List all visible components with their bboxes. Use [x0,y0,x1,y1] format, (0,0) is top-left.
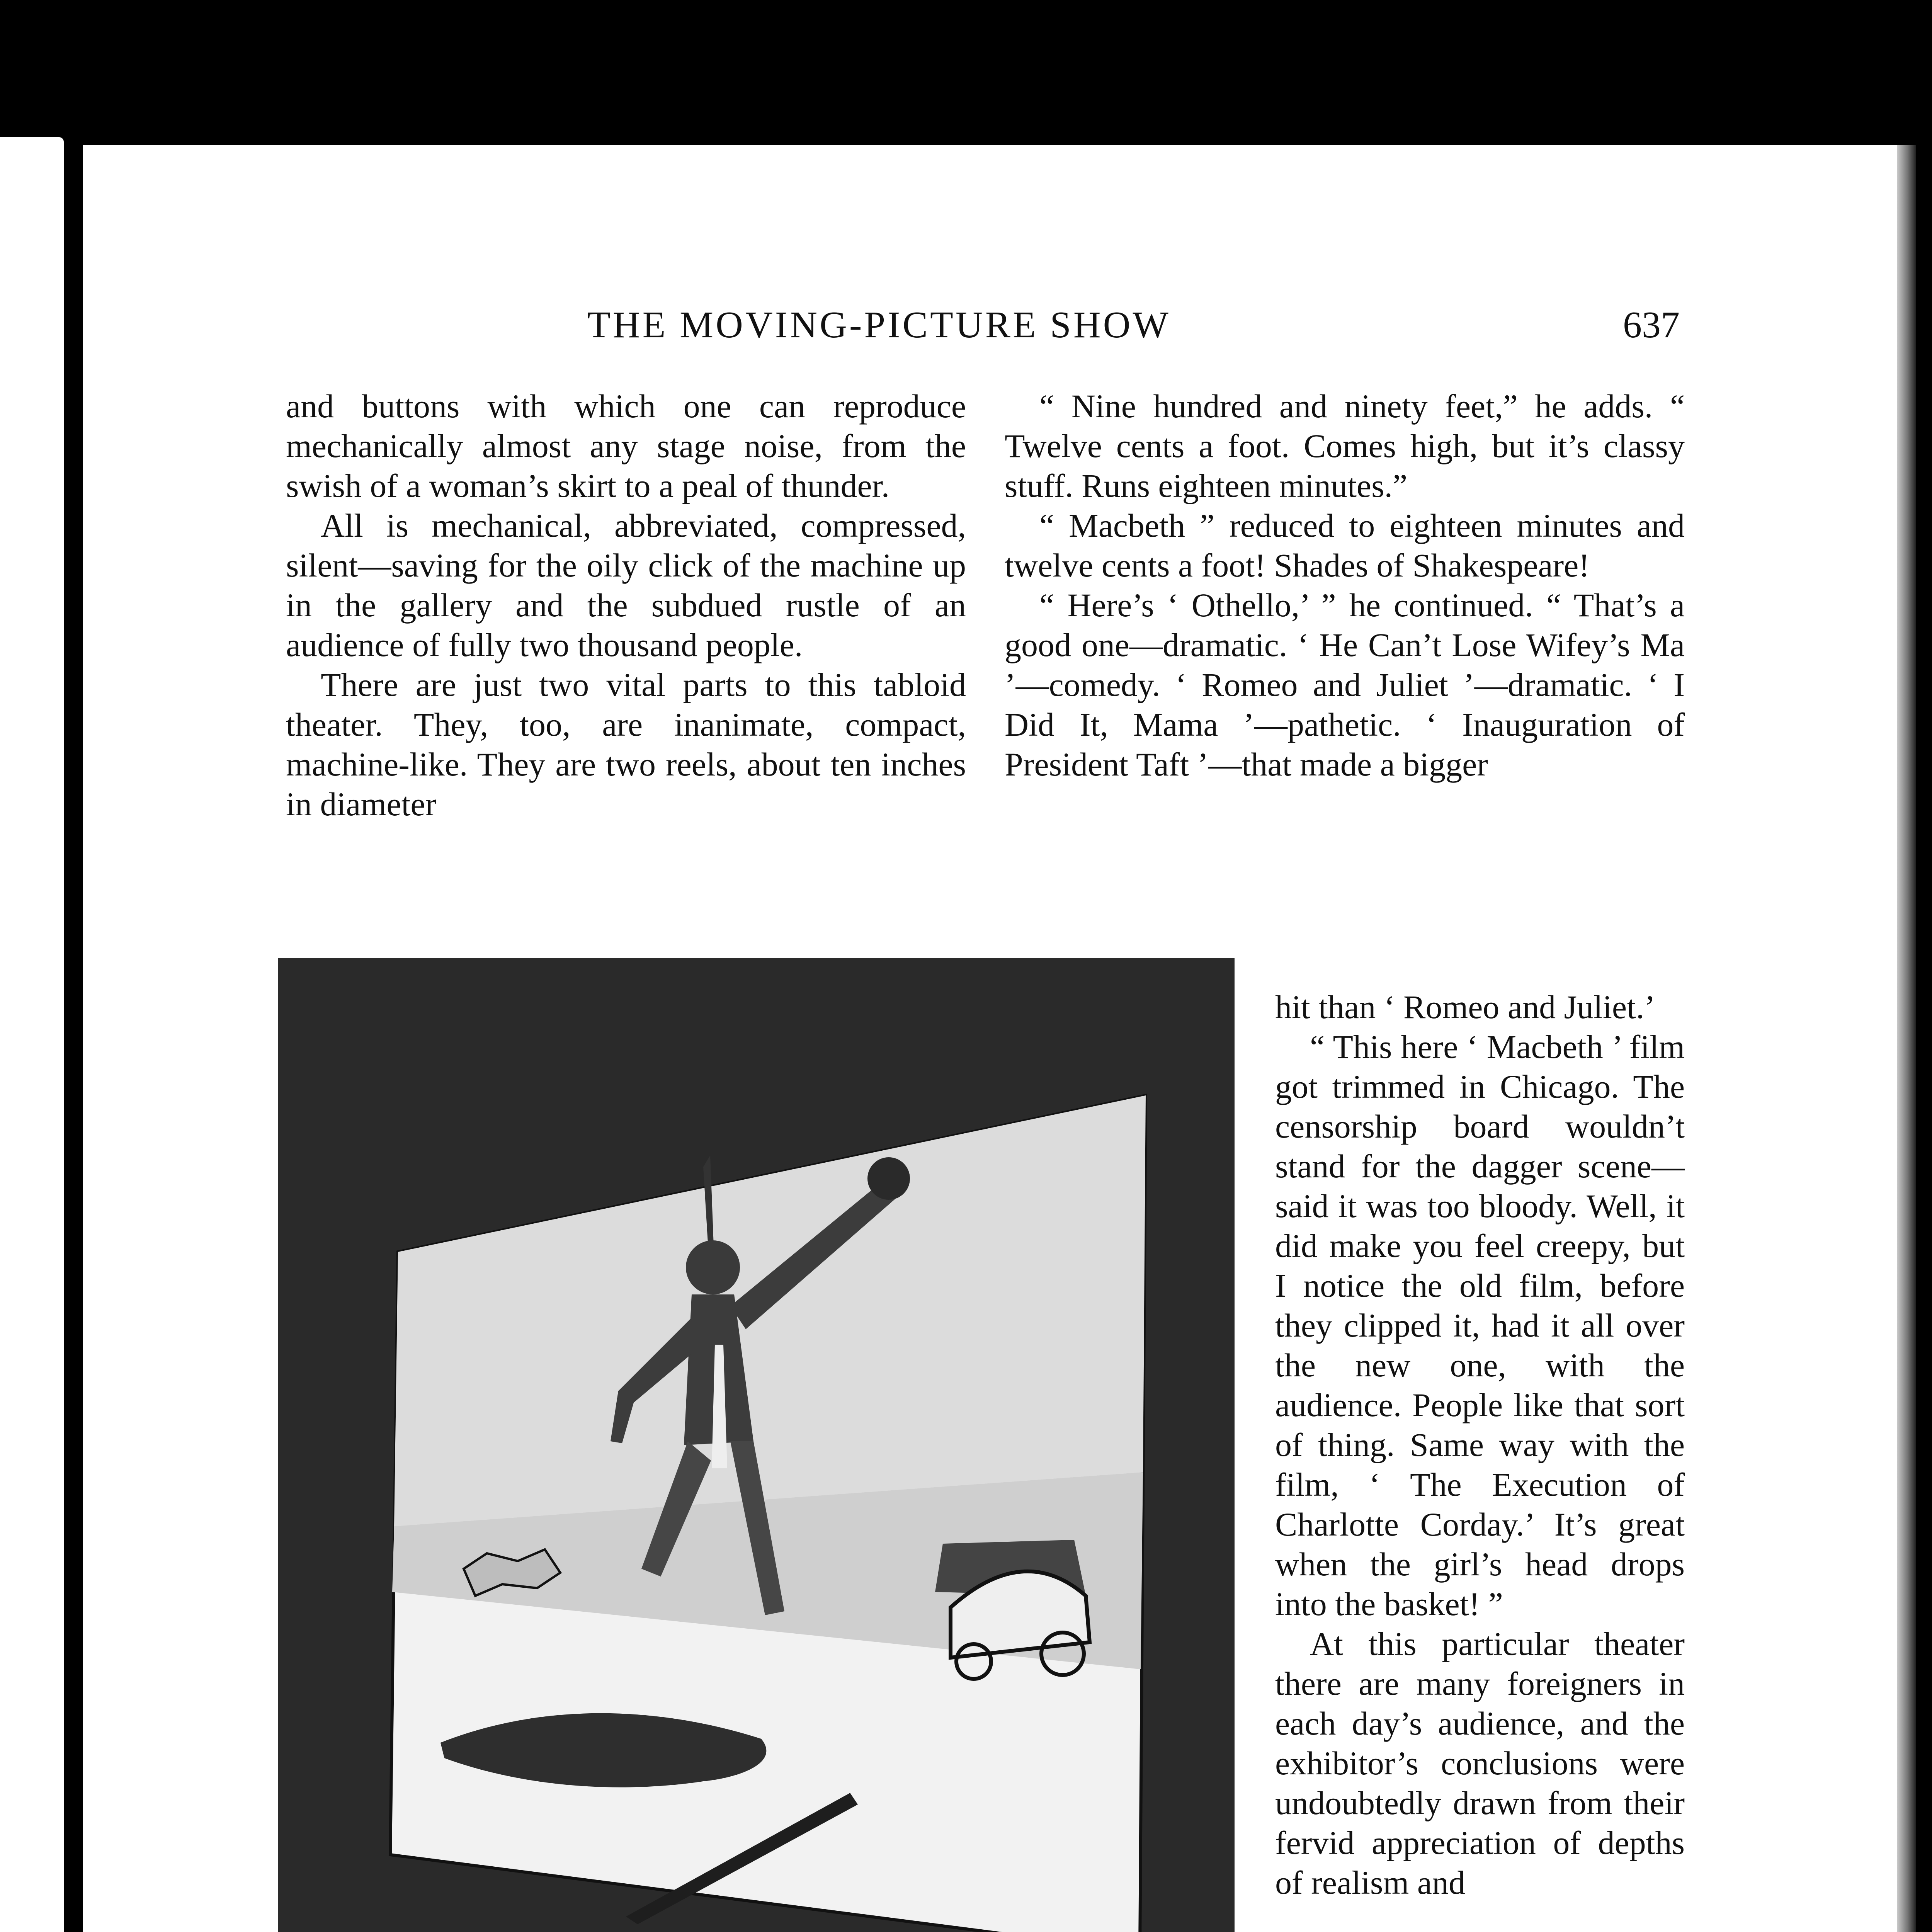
frontier-illustration [278,958,1235,1932]
page-number: 637 [1623,304,1680,346]
paragraph: All is mechanical, abbreviated, compressed, silent—saving for the oily click of the machine up in the gallery and the subdued rustle of an audience of fully two thousand people. [286,507,966,663]
paragraph: hit than ‘ Romeo and Juliet.’ [1275,988,1656,1026]
paragraph: “ Macbeth ” reduced to eighteen minutes and twelve cents a foot! Shades of Shakespeare! [1005,507,1685,584]
paragraph: “ Here’s ‘ Othello,’ ” he continued. “ That’s a good one—dramatic. ‘ He Can’t Lose Wifey’s Ma ’—comedy. ‘ Romeo and Juliet ’—dramatic. ‘ I Did It, Mama ’—pathetic. ‘ Inauguration of President Taft ’—that made a bigger [1005,587,1685,783]
running-title: THE MOVING-PICTURE SHOW [587,304,1171,346]
paragraph: “ This here ‘ Macbeth ’ film got trimmed in Chicago. The censorship board wouldn’t stand for the dagger scene—said it was too bloody. Well, it did make you feel creepy, but I notice the old film, before they clipped it, had it all over the new one, with the audience. People like that sort of thing. Same way with the film, ‘ The Execution of Charlotte Corday.’ It’s great when the girl’s head drops into the basket! ” [1275,1028,1685,1622]
illustration-drawing [278,958,1235,1932]
right-column-top [1005,386,1685,784]
page-edge-shadow [1897,145,1916,1932]
paragraph: There are just two vital parts to this tabloid theater. They, too, are inanimate, compact, machine-like. They are two reels, about ten inches in diameter [286,666,966,823]
left-column-top [286,386,966,824]
previous-page-edge [0,137,64,1932]
paragraph: “ Nine hundred and ninety feet,” he adds. “ Twelve cents a foot. Comes high, but it’s classy stuff. Runs eighteen minutes.” [1005,388,1685,504]
paragraph: and buttons with which one can reproduce mechanically almost any stage noise, from the swish of a woman’s skirt to a peal of thunder. [286,388,966,504]
paragraph: At this particular theater there are many foreigners in each day’s audience, and the exhibitor’s conclusions were undoubtedly drawn from their fervid appreciation of depths of realism and [1275,1625,1685,1901]
right-column-narrow [1275,987,1685,1903]
